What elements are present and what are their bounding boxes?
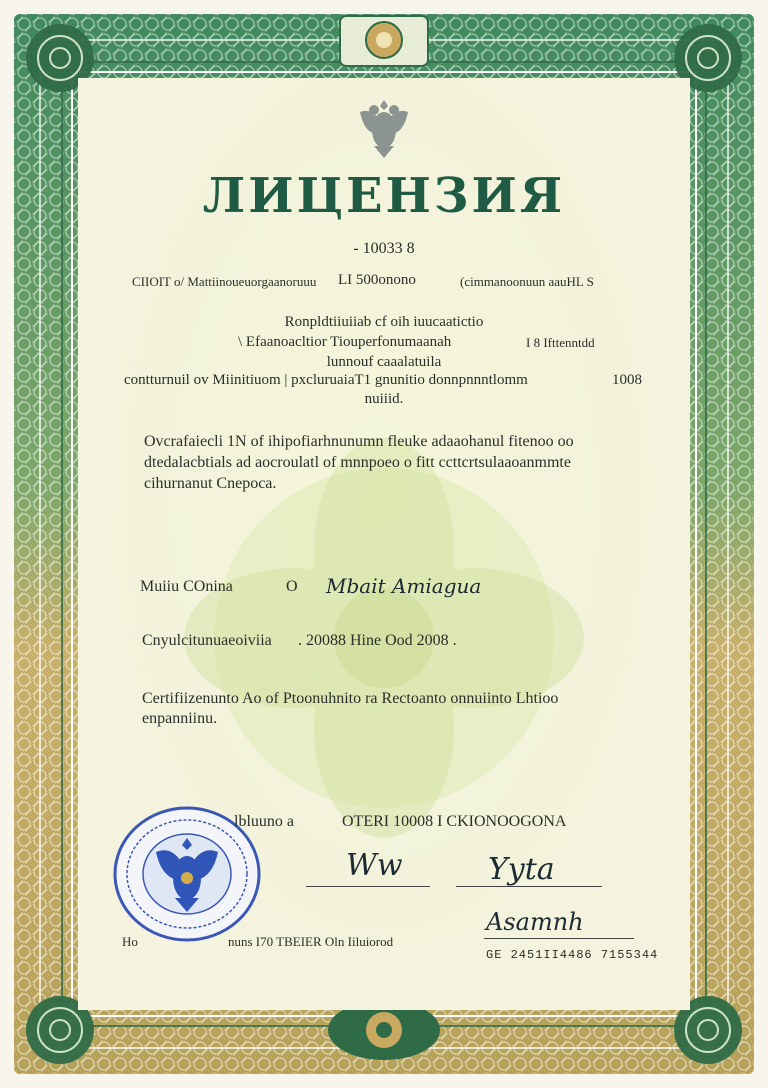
official-reference: OTERI 10008 I CKIONOOGONA [342,813,567,830]
holder-separator: O [286,578,298,595]
certification-line-2: enpanniinu. [142,710,218,727]
intro-line-2: \ Efaanoacltior Tiouperfonumaanah [238,334,452,350]
registry-note: (cimmanoonuun aauHL S [460,274,594,289]
registry-code: LI 500onono [338,272,416,288]
body-line-1: Ovcrafaiecli 1N of ihipofiarhnunumn fleuke adaaohanul fitenoo oo [144,433,574,450]
intro-line-4-suffix: 1008 [612,372,642,388]
signature-chief: Asamnh [486,908,584,936]
validity-label: Cnyulcitunuaeoiviia [142,632,272,649]
intro-line-5: nuiiid. [364,391,404,407]
validity-dates: . 20088 Hine Ood 2008 . [298,632,457,649]
issuer-label: CIIOIT o/ Mattiinoueuorgaanoruuu [132,274,317,289]
license-number: - 10033 8 [353,240,415,257]
body-line-2: dtedalacbtials ad aocroulatl of mnnpoeo o fitt ccttcrtsulaaoanmmte [144,454,571,471]
certificate-title: ЛИЦЕНЗИЯ [202,168,566,224]
intro-line-1: Ronpldtiiuiiab cf oih iuucaatictio [284,314,484,330]
body-line-3: cihurnanut Cnepoca. [144,475,277,492]
signature-line-chief [484,938,634,939]
certification-line-1: Certifiizenunto Ao of Ptoonuhnito ra Rectoanto onnuiinto Lhtioo [142,690,559,707]
holder-label: Muiiu COnina [140,578,233,595]
intro-line-4: contturnuil ov Miinitiuom | pxcluruaiaT1 gnunitio donnpnnntlomm [124,372,528,388]
intro-line-2-suffix: I 8 Ifttenntdd [526,335,595,350]
official-label: lbluuno a [234,813,294,830]
bottom-left-label: Ho [122,934,138,949]
holder-signature: Mbait Amiagua [326,574,482,598]
intro-line-3: lunnouf caaalatuila [326,354,442,370]
bottom-issuer-line: nuns I70 TBEIER Oln Iiluiorod [228,934,394,949]
signature-line-left [306,886,430,887]
serial-code: GE 2451II4486 7155344 [486,948,659,962]
signature-left: Ww [346,848,403,883]
signature-right: Yyta [488,852,555,887]
double-headed-eagle-icon [352,94,416,162]
